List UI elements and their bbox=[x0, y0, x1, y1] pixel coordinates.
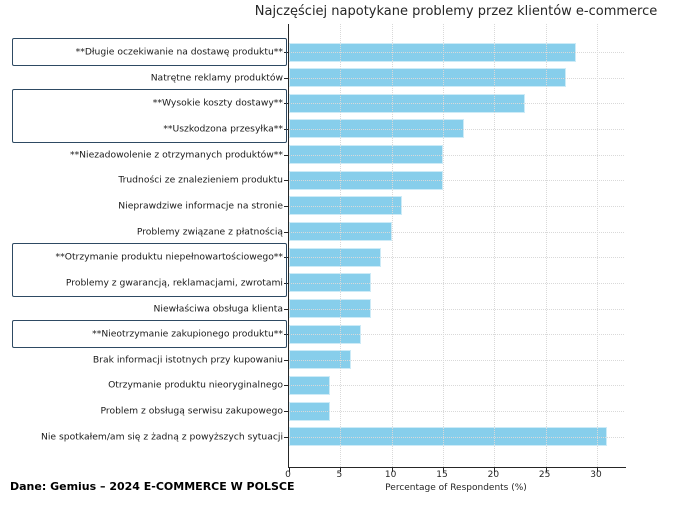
x-axis-tick bbox=[392, 468, 393, 472]
x-axis-tick bbox=[340, 468, 341, 472]
grid-line-horizontal bbox=[289, 52, 624, 53]
category-label: Natrętne reklamy produktów bbox=[150, 72, 283, 84]
source-note: Dane: Gemius – 2024 E-COMMERCE W POLSCE bbox=[10, 480, 295, 493]
grid-line-horizontal bbox=[289, 411, 624, 412]
grid-line-horizontal bbox=[289, 103, 624, 104]
y-axis-tick bbox=[284, 180, 289, 181]
x-axis-tick bbox=[597, 468, 598, 472]
grid-line-horizontal bbox=[289, 334, 624, 335]
y-axis-tick bbox=[284, 437, 289, 438]
x-tick-label: 10 bbox=[384, 470, 397, 480]
grid-line-horizontal bbox=[289, 206, 624, 207]
y-axis-tick bbox=[284, 78, 289, 79]
x-tick-label: 5 bbox=[336, 470, 343, 480]
chart-title: Najczęściej napotykane problemy przez klientów e-commerce bbox=[254, 4, 658, 19]
x-axis-label: Percentage of Respondents (%) bbox=[385, 483, 527, 493]
grid-line-vertical bbox=[443, 24, 444, 467]
y-axis-tick bbox=[284, 206, 289, 207]
plot-area bbox=[288, 24, 626, 468]
y-axis-tick bbox=[284, 360, 289, 361]
x-axis-tick bbox=[443, 468, 444, 472]
grid-line-horizontal bbox=[289, 385, 624, 386]
grid-line-horizontal bbox=[289, 232, 624, 233]
grid-line-horizontal bbox=[289, 257, 624, 258]
grid-line-horizontal bbox=[289, 155, 624, 156]
category-label: Problem z obsługą serwisu zakupowego bbox=[100, 405, 283, 417]
x-tick-label: 15 bbox=[436, 470, 448, 480]
y-axis-tick bbox=[284, 411, 289, 412]
category-label: **Otrzymanie produktu niepełnowartościowego** bbox=[55, 251, 283, 263]
grid-line-horizontal bbox=[289, 309, 624, 310]
grid-line-horizontal bbox=[289, 283, 624, 284]
x-tick-label: 0 bbox=[285, 470, 291, 480]
x-tick-label: 20 bbox=[487, 470, 500, 480]
grid-line-vertical bbox=[392, 24, 393, 467]
x-axis-tick bbox=[289, 468, 290, 472]
grid-line-vertical bbox=[340, 24, 341, 467]
x-axis-tick bbox=[494, 468, 495, 472]
category-label: Brak informacji istotnych przy kupowaniu bbox=[92, 354, 283, 366]
grid-line-vertical bbox=[494, 24, 495, 467]
y-axis-tick bbox=[284, 385, 289, 386]
category-label: Otrzymanie produktu nieoryginalnego bbox=[108, 379, 283, 391]
category-label: **Długie oczekiwanie na dostawę produktu** bbox=[75, 46, 283, 58]
grid-line-horizontal bbox=[289, 78, 624, 79]
category-label: Trudności ze znalezieniem produktu bbox=[118, 174, 283, 186]
x-axis-tick bbox=[546, 468, 547, 472]
y-axis-tick bbox=[284, 309, 289, 310]
grid-line-horizontal bbox=[289, 180, 624, 181]
category-label: Nie spotkałem/am się z żadną z powyższych sytuacji bbox=[41, 431, 283, 443]
category-label: Nieprawdziwe informacje na stronie bbox=[118, 200, 283, 212]
grid-line-vertical bbox=[546, 24, 547, 467]
x-tick-label: 25 bbox=[538, 470, 551, 480]
category-label: **Niezadowolenie z otrzymanych produktów** bbox=[69, 149, 283, 161]
category-label: Problemy z gwarancją, reklamacjami, zwrotami bbox=[65, 277, 283, 289]
category-label: **Nieotrzymanie zakupionego produktu** bbox=[92, 328, 283, 340]
category-label: Problemy związane z płatnością bbox=[136, 226, 283, 238]
grid-line-horizontal bbox=[289, 129, 624, 130]
grid-line-horizontal bbox=[289, 360, 624, 361]
category-label: **Wysokie koszty dostawy** bbox=[152, 97, 283, 109]
grid-line-horizontal bbox=[289, 437, 624, 438]
y-axis-tick bbox=[284, 155, 289, 156]
category-label: **Uszkodzona przesyłka** bbox=[163, 123, 283, 135]
x-tick-label: 30 bbox=[590, 470, 602, 480]
category-label: Niewłaściwa obsługa klienta bbox=[153, 303, 283, 314]
grid-line-vertical bbox=[597, 24, 598, 467]
y-axis-tick bbox=[284, 232, 289, 233]
